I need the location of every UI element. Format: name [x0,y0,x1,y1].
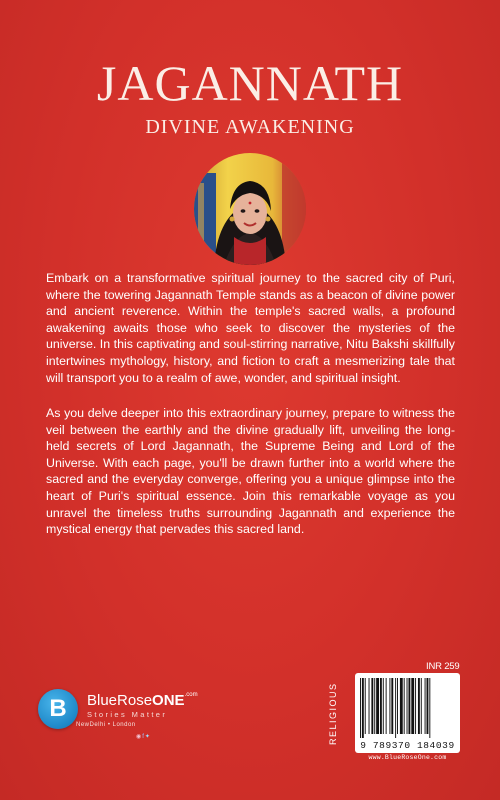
twitter-icon: ✦ [144,734,150,740]
blurb-paragraph-2: As you delve deeper into this extraordinary journey, prepare to witness the veil between the earthly and the divine gradually lift, unveiling the long-held secrets of Lord Jagannath, the Supreme Being and Lord of the Universe. With each page, you'll be drawn further into a world where the sacred and the everyday converge, offering you a unique glimpse into the heart of Puri's spiritual essence. Join this remarkable voyage as you unravel the timeless truths surrounding Jagannath and experience the mystical energy that pervades this sacred land. [46,406,455,537]
social-icons [136,733,151,740]
book-title: JAGANNATH [96,55,404,111]
publisher-tagline: Stories Matter [87,710,168,719]
instagram-icon: ◉ [136,734,142,740]
price-label: INR 259 [426,661,460,672]
blurb-paragraph-1: Embark on a transformative spiritual journey to the sacred city of Puri, where the towering Jagannath Temple stands as a beacon of divine power and ancient reverence. Within the temple's sacred walls, a profound awakening awaits those who seek to discover the mysteries of the universe. In this captivating and soul-stirring narrative, Nitu Bakshi skillfully intertwines mythology, history, and fiction to craft a mesmerizing tale that will transport you to a realm of awe, wonder, and spiritual insight. [46,271,455,385]
publisher-website: www.BlueRoseOne.com [368,754,447,761]
book-subtitle: DIVINE AWAKENING [145,116,355,138]
publisher-name-part2: ONE [152,692,185,709]
publisher-name-part1: BlueRose [87,692,153,709]
category-label: RELIGIOUS [328,682,338,745]
barcode-bars [359,678,456,738]
isbn-barcode [355,673,460,753]
facebook-icon: f [142,734,144,740]
author-portrait [194,153,306,265]
bluerose-logo-icon [38,689,78,729]
publisher-logo [38,689,210,737]
isbn-number: 9 789370 184039 [360,740,455,751]
publisher-name-suffix: .com [184,692,198,698]
publisher-locations: NewDelhi • London [76,722,136,728]
logo-letter: B [49,695,67,722]
publisher-name [87,692,198,709]
